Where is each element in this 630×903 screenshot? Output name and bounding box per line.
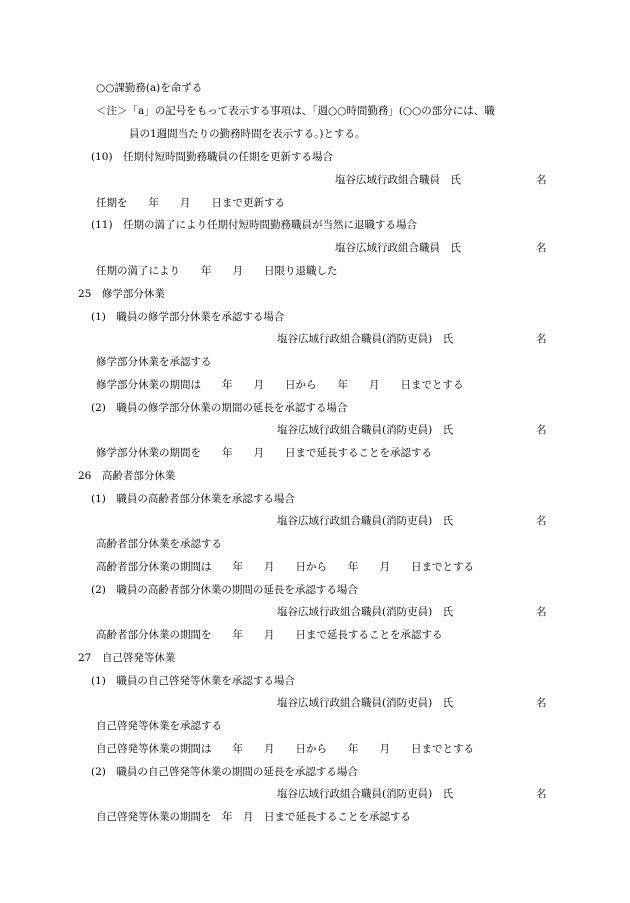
recipient-line: 塩谷広域行政組合職員(消防吏員) 氏 — [277, 606, 454, 618]
section-heading: 25 修学部分休業 — [78, 288, 165, 300]
recipient-name-slot: 名 — [536, 333, 547, 345]
note-line: ＜注＞「a」の記号をもって表示する事項は、「週○○時間勤務」(○○の部分には、職 — [96, 105, 495, 117]
recipient-line: 塩谷広域行政組合職員(消防吏員) 氏 — [277, 515, 454, 527]
text-line: 自己啓発等休業を承認する — [96, 720, 222, 732]
text-line: 修学部分休業の期間は 年 月 日から 年 月 日までとする — [96, 379, 464, 391]
item-heading: (2) 職員の修学部分休業の期間の延長を承認する場合 — [91, 402, 348, 414]
recipient-name-slot: 名 — [536, 174, 547, 186]
recipient-name-slot: 名 — [536, 424, 547, 436]
section-heading: 26 高齢者部分休業 — [78, 470, 176, 482]
item-heading: (1) 職員の修学部分休業を承認する場合 — [91, 311, 285, 323]
recipient-line: 塩谷広域行政組合職員 氏 — [335, 174, 461, 186]
recipient-name-slot: 名 — [536, 606, 547, 618]
item-heading: (2) 職員の高齢者部分休業の期間の延長を承認する場合 — [91, 584, 358, 596]
item-heading: (1) 職員の高齢者部分休業を承認する場合 — [91, 493, 295, 505]
text-line: 高齢者部分休業の期間を 年 月 日まで延長することを承認する — [96, 629, 443, 641]
item-heading: (1) 職員の自己啓発等休業を承認する場合 — [91, 675, 295, 687]
recipient-line: 塩谷広域行政組合職員(消防吏員) 氏 — [277, 333, 454, 345]
recipient-line: 塩谷広域行政組合職員(消防吏員) 氏 — [277, 424, 454, 436]
text-line: 自己啓発等休業の期間は 年 月 日から 年 月 日までとする — [96, 743, 474, 755]
recipient-name-slot: 名 — [536, 515, 547, 527]
recipient-line: 塩谷広域行政組合職員(消防吏員) 氏 — [277, 788, 454, 800]
text-line: 高齢者部分休業の期間は 年 月 日から 年 月 日までとする — [96, 561, 474, 573]
item-heading: (10) 任期付短時間勤務職員の任期を更新する場合 — [91, 151, 334, 163]
item-heading: (11) 任期の満了により任期付短時間勤務職員が当然に退職する場合 — [91, 219, 418, 231]
recipient-line: 塩谷広域行政組合職員 氏 — [335, 242, 461, 254]
item-heading: (2) 職員の自己啓発等休業の期間の延長を承認する場合 — [91, 766, 358, 778]
recipient-line: 塩谷広域行政組合職員(消防吏員) 氏 — [277, 697, 454, 709]
text-line: 自己啓発等休業の期間を 年 月 日まで延長することを承認する — [96, 811, 411, 823]
text-line: ○○課勤務(a)を命ずる — [96, 82, 203, 94]
note-line: 員の1週間当たりの勤務時間を表示する。)とする。 — [129, 128, 366, 140]
recipient-name-slot: 名 — [536, 242, 547, 254]
text-line: 任期の満了により 年 月 日限り退職した — [96, 265, 338, 277]
text-line: 修学部分休業の期間を 年 月 日まで延長することを承認する — [96, 447, 432, 459]
text-line: 高齢者部分休業を承認する — [96, 538, 222, 550]
section-heading: 27 自己啓発等休業 — [78, 652, 176, 664]
recipient-name-slot: 名 — [536, 697, 547, 709]
text-line: 任期を 年 月 日まで更新する — [96, 197, 285, 209]
recipient-name-slot: 名 — [536, 788, 547, 800]
text-line: 修学部分休業を承認する — [96, 356, 212, 368]
